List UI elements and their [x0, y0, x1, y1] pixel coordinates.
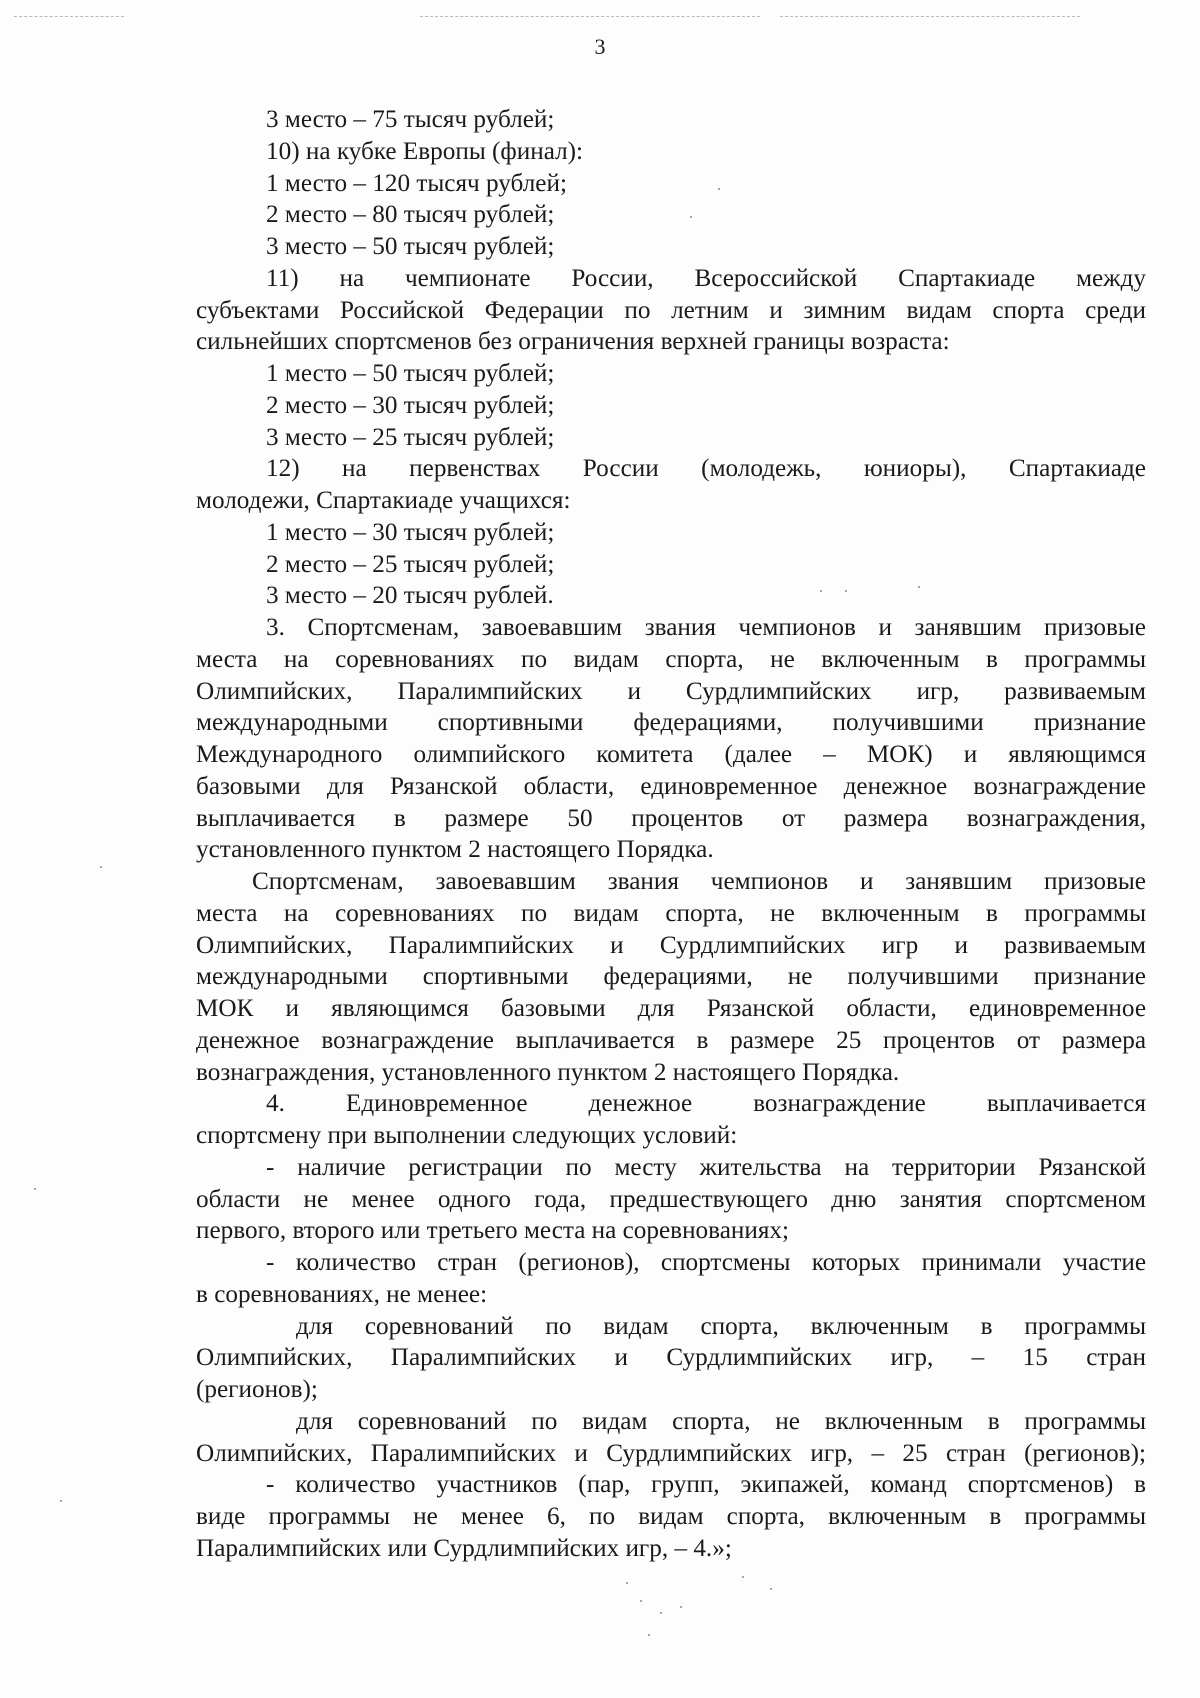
text-line: 10) на кубке Европы (финал):: [266, 137, 584, 165]
text-line: - количество стран (регионов), спортсмены которых принимали участие: [266, 1249, 1146, 1276]
text-line: места на соревнованиях по видам спорта, не включенным в программы: [196, 645, 1146, 673]
scan-speck: [918, 586, 920, 588]
text-line: места на соревнованиях по видам спорта, не включенным в программы: [196, 899, 1146, 927]
text-line: 2 место – 25 тысяч рублей;: [266, 550, 555, 578]
text-line: для соревнований по видам спорта, включенным в программы: [296, 1312, 1146, 1340]
text-line: 3 место – 20 тысяч рублей.: [266, 582, 554, 610]
scan-speck: [626, 1582, 628, 1584]
scan-speck: [640, 1600, 642, 1602]
text-line: - наличие регистрации по месту жительства на территории Рязанской: [266, 1153, 1146, 1181]
scan-speck: [845, 590, 847, 592]
text-line: 2 место – 30 тысяч рублей;: [266, 391, 555, 419]
text-line: 3 место – 50 тысяч рублей;: [266, 233, 555, 260]
scan-speck: [660, 1612, 662, 1614]
text-line: молодежи, Спартакиаде учащихся:: [196, 487, 571, 514]
scan-edge-artifact: [420, 16, 760, 17]
text-line: 11) на чемпионате России, Всероссийской Спартакиаде между: [266, 264, 1146, 292]
text-line: для соревнований по видам спорта, не включенным в программы: [296, 1407, 1146, 1435]
document-body: [196, 104, 1146, 1565]
text-line: международными спортивными федерациями, не получившими признание: [196, 963, 1146, 991]
text-line: 1 место – 120 тысяч рублей;: [266, 169, 567, 197]
text-line: сильнейших спортсменов без ограничения верхней границы возраста:: [196, 328, 950, 356]
text-line: области не менее одного года, предшествующего дню занятия спортсменом: [196, 1185, 1146, 1213]
text-line: 12) на первенствах России (молодежь, юниоры), Спартакиаде: [266, 455, 1146, 483]
text-line: международными спортивными федерациями, получившими признание: [196, 709, 1146, 737]
text-line: 3 место – 75 тысяч рублей;: [266, 106, 555, 133]
text-line: виде программы не менее 6, по видам спорта, включенным в программы: [196, 1503, 1146, 1530]
text-line: 3 место – 25 тысяч рублей;: [266, 423, 555, 451]
scan-speck: [680, 1606, 682, 1608]
text-line: - количество участников (пар, групп, экипажей, команд спортсменов) в: [266, 1471, 1146, 1499]
text-line: МОК и являющимся базовыми для Рязанской области, единовременное: [196, 995, 1146, 1022]
text-line: 1 место – 30 тысяч рублей;: [266, 518, 555, 546]
text-line: Олимпийских, Паралимпийских и Сурдлимпийских игр и развиваемым: [196, 931, 1146, 959]
text-line: вознаграждения, установленного пунктом 2 настоящего Порядка.: [196, 1058, 900, 1086]
text-line: установленного пунктом 2 настоящего Порядка.: [196, 836, 714, 864]
scan-edge-artifact: [14, 16, 124, 17]
scan-speck: [648, 1634, 650, 1636]
page-number: 3: [594, 34, 606, 59]
text-line: базовыми для Рязанской области, единовременное денежное вознаграждение: [196, 772, 1146, 800]
scan-speck: [100, 866, 102, 868]
scan-speck: [742, 1576, 744, 1578]
text-line: Олимпийских, Паралимпийских и Сурдлимпийских игр, – 25 стран (регионов);: [196, 1439, 1146, 1467]
text-line: Олимпийских, Паралимпийских и Сурдлимпийских игр, развиваемым: [196, 677, 1146, 705]
scan-edge-artifact: [780, 16, 1080, 17]
text-line: 3. Спортсменам, завоевавшим звания чемпионов и занявшим призовые: [266, 614, 1146, 641]
text-line: спортсмену при выполнении следующих условий:: [196, 1122, 738, 1149]
text-line: 4. Единовременное денежное вознаграждение выплачивается: [266, 1090, 1146, 1118]
text-line: Паралимпийских или Сурдлимпийских игр, – 4.»;: [196, 1534, 732, 1562]
scan-speck: [60, 1500, 62, 1502]
text-line: Олимпийских, Паралимпийских и Сурдлимпийских игр, – 15 стран: [196, 1344, 1146, 1372]
text-line: в соревнованиях, не менее:: [196, 1280, 488, 1308]
text-line: 1 место – 50 тысяч рублей;: [266, 360, 555, 387]
text-line: Спортсменам, завоевавшим звания чемпионов и занявшим призовые: [252, 868, 1146, 895]
text-line: денежное вознаграждение выплачивается в размере 25 процентов от размера: [196, 1026, 1146, 1054]
scan-speck: [770, 1588, 772, 1590]
scan-speck: [820, 590, 822, 592]
text-line: субъектами Российской Федерации по летним и зимним видам спорта среди: [196, 296, 1146, 324]
scan-speck: [690, 216, 692, 218]
text-line: 2 место – 80 тысяч рублей;: [266, 201, 555, 229]
scan-speck: [718, 188, 720, 190]
scan-speck: [34, 1188, 36, 1190]
text-line: выплачивается в размере 50 процентов от размера вознаграждения,: [196, 804, 1146, 832]
text-line: (регионов);: [196, 1376, 318, 1403]
text-line: Международного олимпийского комитета (далее – МОК) и являющимся: [196, 741, 1146, 768]
text-line: первого, второго или третьего места на соревнованиях;: [196, 1217, 790, 1245]
